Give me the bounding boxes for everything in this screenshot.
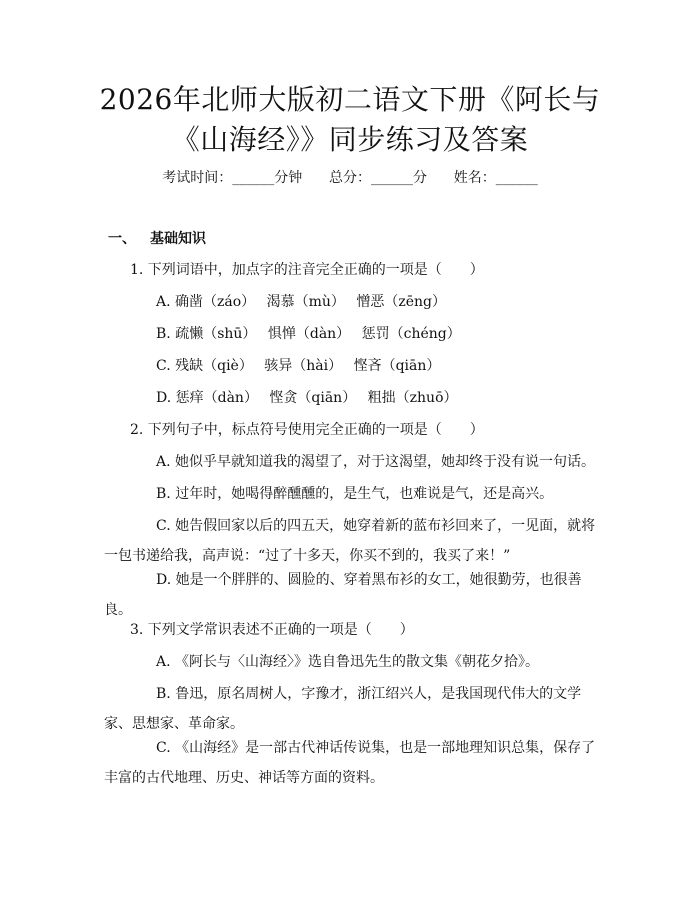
question-1-stem: 1. 下列词语中，加点字的注音完全正确的一项是（ ）: [130, 262, 484, 278]
question-3-stem: 3. 下列文学常识表述不正确的一项是（ ）: [130, 622, 414, 638]
question-2-option-a: A. 她似乎早就知道我的渴望了，对于这渴望，她却终于没有说一句话。: [156, 454, 596, 470]
question-1-option-d: D. 惩痒（dàn） 悭贪（qiān） 粗拙（zhuō）: [156, 390, 458, 406]
question-2-option-c: C. 她告假回家以后的四五天，她穿着新的蓝布衫回来了，一见面，就将一包书递给我，高声说：“过了十多天，你买不到的，我买了来！”: [104, 518, 596, 564]
question-1-option-b: B. 疏懒（shū） 惧惮（dàn） 惩罚（chéng）: [156, 326, 461, 342]
exam-info-line: 考试时间：______分钟 总分：______分 姓名：______: [162, 170, 538, 186]
question-2-stem: 2. 下列句子中，标点符号使用完全正确的一项是（ ）: [130, 422, 484, 438]
question-3-option-c: C. 《山海经》是一部古代神话传说集，也是一部地理知识总集，保存了丰富的古代地理、历史、神话等方面的资料。: [104, 740, 596, 786]
question-1-option-a: A. 确凿（záo） 渴慕（mù） 憎恶（zēng）: [156, 294, 446, 310]
section-number: 一、: [108, 231, 136, 247]
question-2-option-b: B. 过年时，她喝得醉醺醺的，是生气，也难说是气，还是高兴。: [156, 486, 554, 502]
section-label: 基础知识: [150, 231, 206, 247]
question-1-option-c: C. 残缺（qiè） 骇异（hài） 悭吝（qiān）: [156, 358, 441, 374]
question-3-option-a: A. 《阿长与〈山海经〉》选自鲁迅先生的散文集《朝花夕拾》。: [156, 654, 540, 670]
document-title: 2026年北师大版初二语文下册《阿长与《山海经》》同步练习及答案: [99, 83, 601, 156]
section-heading: [108, 228, 206, 248]
question-2-option-d: D. 她是一个胖胖的、圆脸的、穿着黑布衫的女工，她很勤劳，也很善良。: [104, 572, 582, 618]
question-3-option-b: B. 鲁迅，原名周树人，字豫才，浙江绍兴人，是我国现代伟大的文学家、思想家、革命家。: [104, 686, 582, 732]
